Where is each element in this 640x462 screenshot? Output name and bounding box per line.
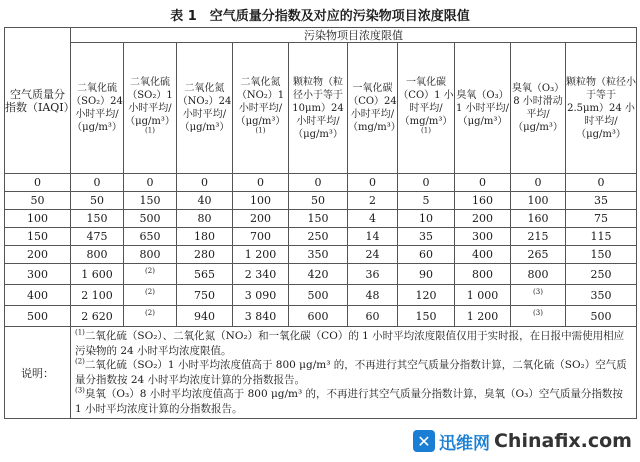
limit-value: 48 — [348, 285, 398, 306]
watermark — [409, 426, 636, 456]
column-header: 二氧化氮（NO₂）1 小时平均/（μg/m³）$^{(1)}$ — [233, 43, 289, 174]
limit-value: (2) — [124, 264, 177, 285]
footnote-mark: (1) — [421, 126, 431, 135]
limit-value: 60 — [398, 246, 455, 264]
limit-value: 280 — [177, 246, 233, 264]
limit-value: 100 — [233, 192, 289, 210]
limit-value: 0 — [511, 174, 566, 192]
limit-value: 500 — [289, 285, 348, 306]
column-header: 二氧化硫（SO₂）1 小时平均/（μg/m³）$^{(1)}$ — [124, 43, 177, 174]
limit-value: 24 — [348, 246, 398, 264]
limit-value: 400 — [455, 246, 511, 264]
iaqi-value: 200 — [5, 246, 71, 264]
limit-value: 14 — [348, 228, 398, 246]
limit-value: 0 — [398, 174, 455, 192]
limit-value: 0 — [566, 174, 637, 192]
footnote-mark: (1) — [145, 126, 155, 135]
column-header: 臭氧（O₃）1 小时平均/（μg/m³） — [455, 43, 511, 174]
column-header: 一氧化碳（CO）1 小时平均/（mg/m³）$^{(1)}$ — [398, 43, 455, 174]
table-title: 表 1 空气质量分指数及对应的污染物项目浓度限值 — [170, 9, 470, 24]
limit-value: 600 — [289, 306, 348, 327]
limit-value: 215 — [511, 228, 566, 246]
watermark-en: Chinafix.com — [493, 430, 632, 452]
limit-value: 35 — [566, 192, 637, 210]
limit-value: 115 — [566, 228, 637, 246]
table-row — [5, 285, 637, 306]
limit-value: 500 — [124, 210, 177, 228]
limit-value: 565 — [177, 264, 233, 285]
limit-value: 0 — [233, 174, 289, 192]
iaqi-value: 300 — [5, 264, 71, 285]
limit-value: 50 — [71, 192, 124, 210]
column-header: 颗粒物（粒径小于等于 2.5μm）24 小时平均/（μg/m³） — [566, 43, 637, 174]
limit-value: 265 — [511, 246, 566, 264]
limit-value: 200 — [455, 210, 511, 228]
limit-value: 2 620 — [71, 306, 124, 327]
limit-value: 300 — [455, 228, 511, 246]
limit-value: (2) — [124, 306, 177, 327]
column-header: 二氧化硫（SO₂）24 小时平均/（μg/m³） — [71, 43, 124, 174]
limit-value: 475 — [71, 228, 124, 246]
table-row — [5, 264, 637, 285]
limit-value: 150 — [124, 192, 177, 210]
pollutant-group-header: 污染物项目浓度限值 — [71, 28, 637, 43]
limit-value: 1 000 — [455, 285, 511, 306]
limit-value: 1 600 — [71, 264, 124, 285]
table-row — [5, 210, 637, 228]
limit-value: 0 — [348, 174, 398, 192]
limit-value: 350 — [566, 285, 637, 306]
limit-value: 0 — [455, 174, 511, 192]
limit-value: 50 — [289, 192, 348, 210]
limit-value: 0 — [289, 174, 348, 192]
limit-value: 420 — [289, 264, 348, 285]
limit-value: 150 — [289, 210, 348, 228]
limit-value: 750 — [177, 285, 233, 306]
iaqi-value: 400 — [5, 285, 71, 306]
limit-value: 250 — [289, 228, 348, 246]
footnote: $^{(3)}$臭氧（O₃）8 小时平均浓度值高于 800 μg/m³ 的，不再进行其空气质量分指数计算，臭氧（O₃）空气质量分指数按 1 小时平均浓度计算的分指数报告。 — [75, 386, 623, 415]
limit-value: 160 — [511, 210, 566, 228]
iaqi-value: 50 — [5, 192, 71, 210]
footnote: $^{(2)}$二氧化硫（SO₂）1 小时平均浓度值高于 800 μg/m³ 的，不再进行其空气质量分指数计算，二氧化硫（SO₂）空气质量分指数按 24 小时平均浓度计算的分指数报告。 — [75, 357, 627, 386]
footnote-mark: (1) — [255, 126, 266, 135]
limit-value: 120 — [398, 285, 455, 306]
limit-value: 800 — [455, 264, 511, 285]
chinafix-logo-icon: ✕ — [413, 430, 435, 452]
limit-value: 75 — [566, 210, 637, 228]
limit-value: 3 090 — [233, 285, 289, 306]
notes-label: 说明： — [5, 327, 71, 419]
limit-value: 3 840 — [233, 306, 289, 327]
limit-value: 800 — [511, 264, 566, 285]
limit-value: (2) — [124, 285, 177, 306]
limit-value: 0 — [124, 174, 177, 192]
limit-value: 100 — [511, 192, 566, 210]
limit-value: 2 100 — [71, 285, 124, 306]
limit-value: 2 — [348, 192, 398, 210]
watermark-cn: 迅维网 — [438, 433, 490, 454]
limit-value: 1 200 — [455, 306, 511, 327]
column-header: 臭氧（O₃）8 小时滑动平均/（μg/m³） — [511, 43, 566, 174]
limit-value: 150 — [71, 210, 124, 228]
limit-value: 4 — [348, 210, 398, 228]
limit-value: 940 — [177, 306, 233, 327]
limit-value: 35 — [398, 228, 455, 246]
limit-value: 90 — [398, 264, 455, 285]
limit-value: (3) — [511, 285, 566, 306]
notes-cell — [71, 327, 637, 419]
limit-value: 0 — [177, 174, 233, 192]
limit-value: 1 200 — [233, 246, 289, 264]
table-row — [5, 192, 637, 210]
limit-value: 150 — [398, 306, 455, 327]
iaqi-header: 空气质量分指数（IAQI） — [5, 28, 71, 174]
notes-row — [5, 327, 637, 419]
limit-value: 800 — [124, 246, 177, 264]
limit-value: 80 — [177, 210, 233, 228]
iaqi-value: 0 — [5, 174, 71, 192]
limit-value: 10 — [398, 210, 455, 228]
limit-value: 800 — [71, 246, 124, 264]
limit-value: 60 — [348, 306, 398, 327]
iaqi-value: 100 — [5, 210, 71, 228]
concentration-limit-table — [4, 27, 637, 419]
limit-value: 5 — [398, 192, 455, 210]
table-row — [5, 306, 637, 327]
limit-value: 180 — [177, 228, 233, 246]
limit-value: 2 340 — [233, 264, 289, 285]
limit-value: 200 — [233, 210, 289, 228]
footnote: $^{(1)}$二氧化硫（SO₂）、二氧化氮（NO₂）和一氧化碳（CO）的 1 小时平均浓度限值仅用于实时报，在日报中需使用相应污染物的 24 小时平均浓度限值。 — [75, 328, 625, 357]
limit-value: 500 — [566, 306, 637, 327]
table-row — [5, 228, 637, 246]
limit-value: 350 — [289, 246, 348, 264]
limit-value: 0 — [71, 174, 124, 192]
iaqi-value: 150 — [5, 228, 71, 246]
column-header: 二氧化氮（NO₂）24 小时平均/（μg/m³） — [177, 43, 233, 174]
limit-value: 700 — [233, 228, 289, 246]
limit-value: 650 — [124, 228, 177, 246]
column-header: 一氧化碳（CO）24 小时平均/（mg/m³） — [348, 43, 398, 174]
limit-value: (3) — [511, 306, 566, 327]
table-row — [5, 246, 637, 264]
table-row — [5, 174, 637, 192]
limit-value: 36 — [348, 264, 398, 285]
limit-value: 40 — [177, 192, 233, 210]
limit-value: 250 — [566, 264, 637, 285]
iaqi-value: 500 — [5, 306, 71, 327]
column-header: 颗粒物（粒径小于等于 10μm）24 小时平均/（μg/m³） — [289, 43, 348, 174]
limit-value: 150 — [566, 246, 637, 264]
limit-value: 160 — [455, 192, 511, 210]
